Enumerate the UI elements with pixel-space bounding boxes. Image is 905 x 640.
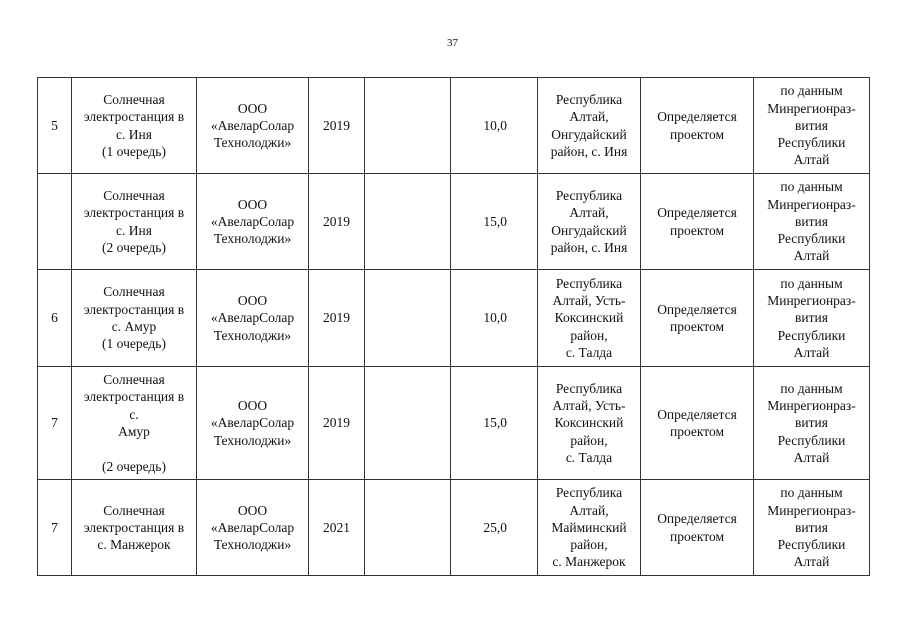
company-cell: ООО «АвеларСолар Технолоджи» [197,270,309,367]
year-cell: 2019 [309,270,365,367]
cost-cell: Определяется проектом [641,174,754,270]
location-cell: Республика Алтай, Майминский район, с. Манжерок [538,480,641,576]
source-cell: по данным Минрегионраз- вития Республики Алтай [754,78,870,174]
year-cell: 2019 [309,174,365,270]
table-row [38,270,870,367]
empty-cell [365,78,451,174]
location-cell: Республика Алтай, Усть- Коксинский район, с. Талда [538,270,641,367]
cost-cell: Определяется проектом [641,367,754,480]
location-cell: Республика Алтай, Онгудайский район, с. Иня [538,78,641,174]
power-plant-table [37,77,870,576]
power-cell: 15,0 [451,367,538,480]
plant-name-cell: Солнечная электростанция в с. Иня (1 очередь) [72,78,197,174]
row-number-cell [38,174,72,270]
plant-name-cell: Солнечная электростанция в с. Амур (1 очередь) [72,270,197,367]
row-number-cell: 7 [38,367,72,480]
power-cell: 15,0 [451,174,538,270]
company-cell: ООО «АвеларСолар Технолоджи» [197,78,309,174]
table-row [38,480,870,576]
company-cell: ООО «АвеларСолар Технолоджи» [197,367,309,480]
power-cell: 10,0 [451,270,538,367]
source-cell: по данным Минрегионраз- вития Республики Алтай [754,270,870,367]
empty-cell [365,174,451,270]
power-cell: 25,0 [451,480,538,576]
plant-name-cell: Солнечная электростанция в с. Манжерок [72,480,197,576]
plant-name-cell: Солнечная электростанция в с. Иня (2 очередь) [72,174,197,270]
row-number-cell: 5 [38,78,72,174]
page-number: 37 [447,37,458,49]
empty-cell [365,270,451,367]
year-cell: 2021 [309,480,365,576]
year-cell: 2019 [309,78,365,174]
table-row [38,367,870,480]
empty-cell [365,480,451,576]
row-number-cell: 6 [38,270,72,367]
cost-cell: Определяется проектом [641,78,754,174]
location-cell: Республика Алтай, Онгудайский район, с. Иня [538,174,641,270]
power-cell: 10,0 [451,78,538,174]
company-cell: ООО «АвеларСолар Технолоджи» [197,174,309,270]
source-cell: по данным Минрегионраз- вития Республики Алтай [754,480,870,576]
company-cell: ООО «АвеларСолар Технолоджи» [197,480,309,576]
plant-name-cell: Солнечная электростанция в с. Амур (2 очередь) [72,367,197,480]
empty-cell [365,367,451,480]
year-cell: 2019 [309,367,365,480]
location-cell: Республика Алтай, Усть- Коксинский район, с. Талда [538,367,641,480]
cost-cell: Определяется проектом [641,270,754,367]
source-cell: по данным Минрегионраз- вития Республики Алтай [754,367,870,480]
table-row [38,78,870,174]
source-cell: по данным Минрегионраз- вития Республики Алтай [754,174,870,270]
cost-cell: Определяется проектом [641,480,754,576]
row-number-cell: 7 [38,480,72,576]
table-row [38,174,870,270]
